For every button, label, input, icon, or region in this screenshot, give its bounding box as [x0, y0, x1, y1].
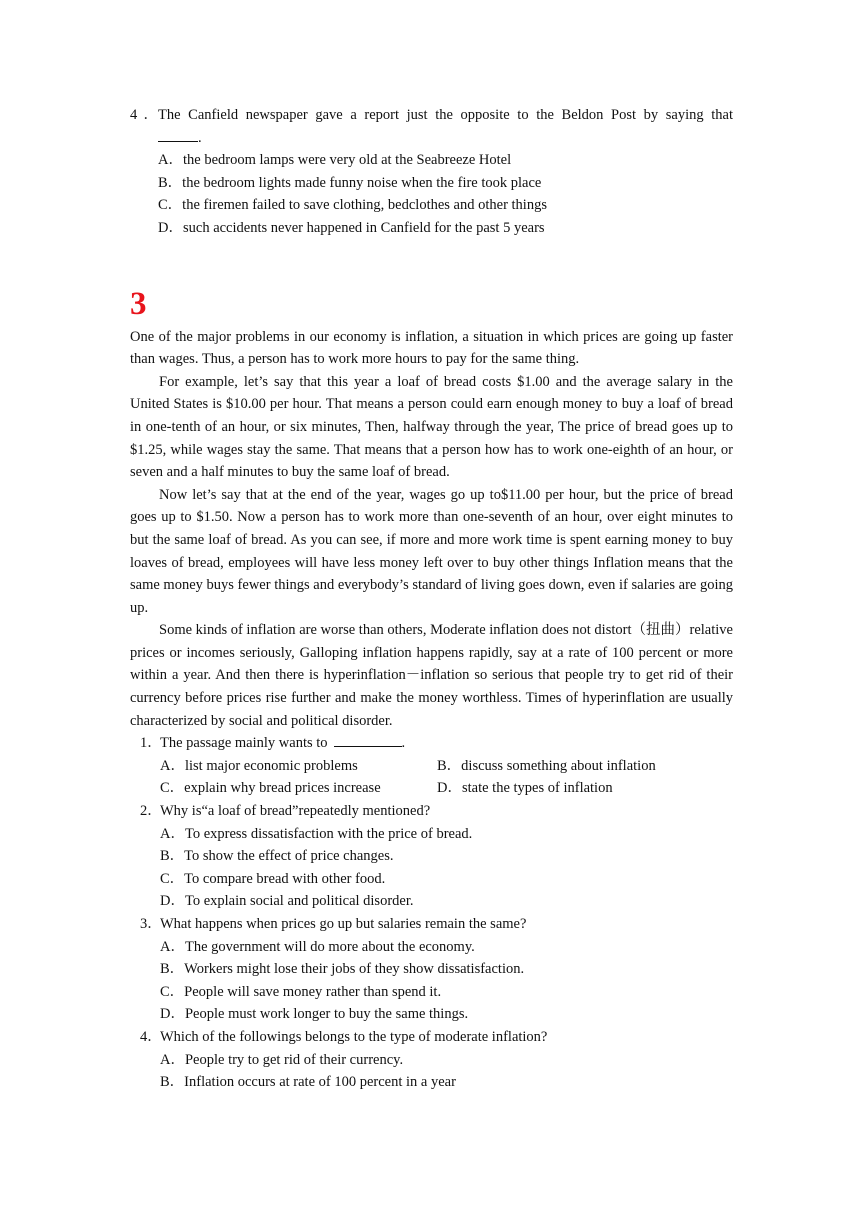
- option-text: explain why bread prices increase: [184, 780, 381, 797]
- question-prev-4: [130, 104, 733, 240]
- option-letter: A．: [160, 757, 185, 774]
- question-1: [130, 732, 733, 800]
- option-d: [437, 777, 613, 800]
- option-text: such accidents never happened in Canfield for the past 5 years: [182, 219, 545, 236]
- question-text: Why is“a loaf of bread”repeatedly mentioned?: [160, 803, 431, 820]
- option-b: [437, 755, 656, 778]
- question-stem-continuation: [130, 127, 733, 150]
- option-text: the bedroom lights made funny noise when the fire took place: [182, 174, 542, 191]
- option-a: [160, 755, 437, 778]
- option-text: People try to get rid of their currency.: [184, 1051, 404, 1068]
- option-d: [130, 217, 733, 240]
- option-letter: D．: [158, 219, 183, 236]
- option-letter: B．: [160, 848, 185, 865]
- question-number: 4．: [130, 107, 158, 123]
- answer-blank: [158, 129, 198, 142]
- option-letter: A．: [160, 1051, 185, 1068]
- answer-blank: [334, 734, 402, 747]
- question-number: 4．: [140, 1028, 162, 1045]
- option-text: list major economic problems: [184, 757, 358, 774]
- option-letter: A．: [160, 825, 185, 842]
- option-letter: C．: [160, 983, 185, 1000]
- passage-paragraph: One of the major problems in our economy is inflation, a situation in which prices are going up faster than wages. Thus, a person has to work more hours to pay for the same thing.: [130, 328, 733, 368]
- option-c: [160, 777, 437, 800]
- question-text: The Canfield newspaper gave a report just the opposite to the Beldon Post by saying that: [158, 107, 733, 123]
- option-b: [160, 845, 733, 868]
- option-letter: B．: [160, 1074, 185, 1091]
- option-a: [160, 1049, 733, 1072]
- option-c: [160, 868, 733, 891]
- reading-passage: [130, 326, 733, 733]
- option-text: To explain social and political disorder.: [184, 893, 414, 910]
- option-text: People will save money rather than spend it.: [184, 983, 442, 1000]
- question-stem-end: .: [198, 129, 202, 146]
- option-text: Workers might lose their jobs of they show dissatisfaction.: [184, 961, 525, 978]
- question-stem: [130, 800, 733, 823]
- option-letter: B．: [160, 961, 185, 978]
- option-letter: B．: [437, 757, 462, 774]
- question-number: 1．: [140, 735, 162, 752]
- spacer: [130, 240, 733, 284]
- option-letter: D．: [437, 780, 462, 797]
- option-a: [130, 149, 733, 172]
- option-b: [160, 1071, 733, 1094]
- question-4: [130, 1026, 733, 1094]
- option-letter: D．: [160, 1006, 185, 1023]
- option-row: [160, 777, 733, 800]
- option-a: [160, 936, 733, 959]
- option-text: People must work longer to buy the same things.: [184, 1006, 469, 1023]
- question-text: What happens when prices go up but salaries remain the same?: [160, 916, 527, 932]
- option-letter: A．: [160, 938, 185, 955]
- option-letter: A．: [158, 152, 183, 169]
- question-number: 3．: [140, 916, 162, 932]
- option-text: The government will do more about the economy.: [184, 938, 475, 955]
- question-stem: [130, 1026, 733, 1049]
- option-text: To compare bread with other food.: [184, 870, 386, 887]
- passage-paragraph: Now let’s say that at the end of the year, wages go up to$11.00 per hour, but the price of bread goes up to $1.50. Now a person has to work more than one-seventh of an hour, over eight minutes to but the same loaf of bread. As you can see, if more and more work time is spent earning money to buy loaves of bread, employees will have less money left over to buy other things Inflation means that the same money buys fewer things and everybody’s standard of living goes down, even if salaries are going up.: [130, 486, 733, 616]
- question-2: [130, 800, 733, 913]
- question-stem-end: .: [401, 735, 406, 752]
- option-b: [160, 958, 733, 981]
- option-letter: D．: [160, 893, 185, 910]
- option-text: the firemen failed to save clothing, bedclothes and other things: [182, 197, 547, 214]
- question-3: [130, 913, 733, 1026]
- document-page: [130, 104, 733, 1094]
- option-letter: C．: [158, 197, 183, 214]
- option-d: [160, 890, 733, 913]
- question-text: Which of the followings belongs to the type of moderate inflation?: [160, 1028, 548, 1045]
- option-row: [160, 755, 733, 778]
- option-c: [160, 981, 733, 1004]
- question-stem: [130, 104, 733, 127]
- option-text: state the types of inflation: [461, 780, 613, 797]
- option-c: [130, 194, 733, 217]
- option-text: To express dissatisfaction with the price of bread.: [184, 825, 473, 842]
- option-d: [160, 1003, 733, 1026]
- question-number: 2．: [140, 803, 162, 820]
- question-stem: [130, 913, 733, 936]
- option-letter: C．: [160, 780, 185, 797]
- option-a: [160, 823, 733, 846]
- section-number: 3: [130, 285, 147, 322]
- passage-paragraph: Some kinds of inflation are worse than others, Moderate inflation does not distort（扭曲）relative prices or incomes seriously, Galloping inflation happens rapidly, say at a rate of 100 percent or more within a year. And then there is hyperinflation－inflation so serious that people try to get rid of their currency before prices rise further and make the money worthless. Times of hyperinflation are usually characterized by social and political disorder.: [130, 622, 733, 729]
- passage-paragraph: For example, let’s say that this year a loaf of bread costs $1.00 and the average salary in the United States is $10.00 per hour. That means a person could earn enough money to buy a loaf of bread in one-tenth of an hour, or six minutes, Then, halfway through the year, The price of bread goes up to $1.25, while wages stay the same. That means that a person how has to work one-eighth of an hour, or seven and a half minutes to buy the same loaf of bread.: [130, 373, 733, 481]
- question-text: The passage mainly wants to: [160, 735, 328, 752]
- option-letter: B．: [158, 174, 183, 191]
- option-text: the bedroom lamps were very old at the Seabreeze Hotel: [182, 152, 512, 169]
- option-letter: C．: [160, 870, 185, 887]
- question-stem: [130, 732, 733, 755]
- option-text: To show the effect of price changes.: [184, 848, 394, 865]
- option-b: [130, 172, 733, 195]
- option-text: discuss something about inflation: [461, 757, 656, 774]
- option-text: Inflation occurs at rate of 100 percent in a year: [184, 1074, 456, 1091]
